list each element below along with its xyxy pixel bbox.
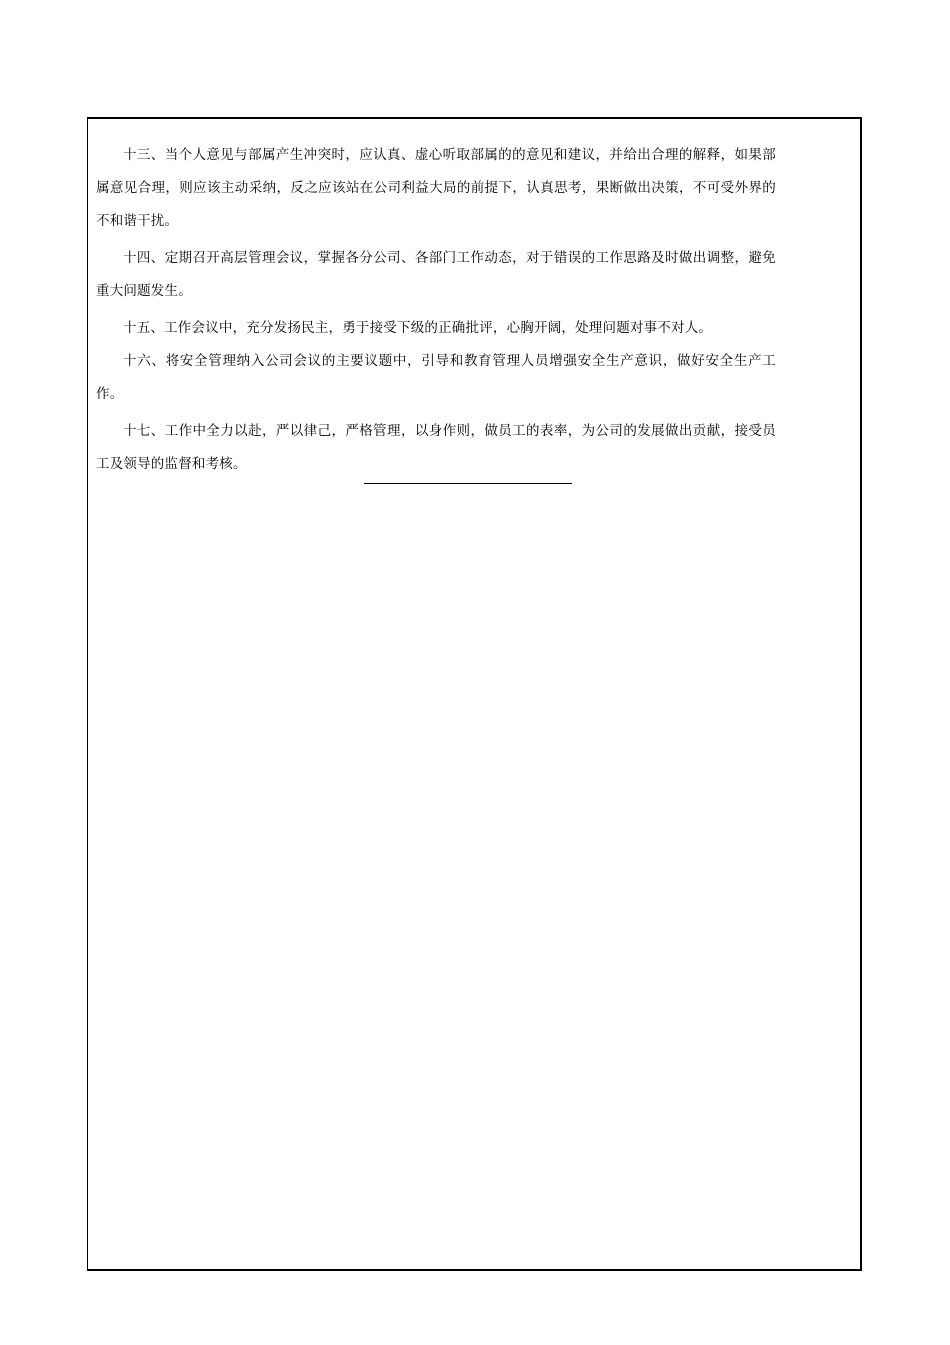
paragraph-17: 十七、工作中全力以赴，严以律己，严格管理，以身作则，做员工的表率，为公司的发展做出贡献，接受员工及领导的监督和考核。: [96, 423, 776, 472]
end-divider-line: [364, 483, 572, 484]
paragraph-15: 十五、工作会议中，充分发扬民主，勇于接受下级的正确批评，心胸开阔，处理问题对事不对人。: [123, 320, 713, 336]
paragraph-16: 十六、将安全管理纳入公司会议的主要议题中，引导和教育管理人员增强安全生产意识，做好安全生产工作。: [96, 353, 776, 402]
document-frame: [87, 117, 862, 1271]
paragraph-13: 十三、当个人意见与部属产生冲突时，应认真、虚心听取部属的的意见和建议，并给出合理的解释，如果部属意见合理，则应该主动采纳，反之应该站在公司利益大局的前提下，认真思考，果断做出决策，不可受外界的不和谐干扰。: [96, 147, 776, 229]
document-body: [96, 139, 776, 485]
paragraph-14: 十四、定期召开高层管理会议，掌握各分公司、各部门工作动态，对于错误的工作思路及时做出调整，避免重大问题发生。: [96, 250, 776, 299]
